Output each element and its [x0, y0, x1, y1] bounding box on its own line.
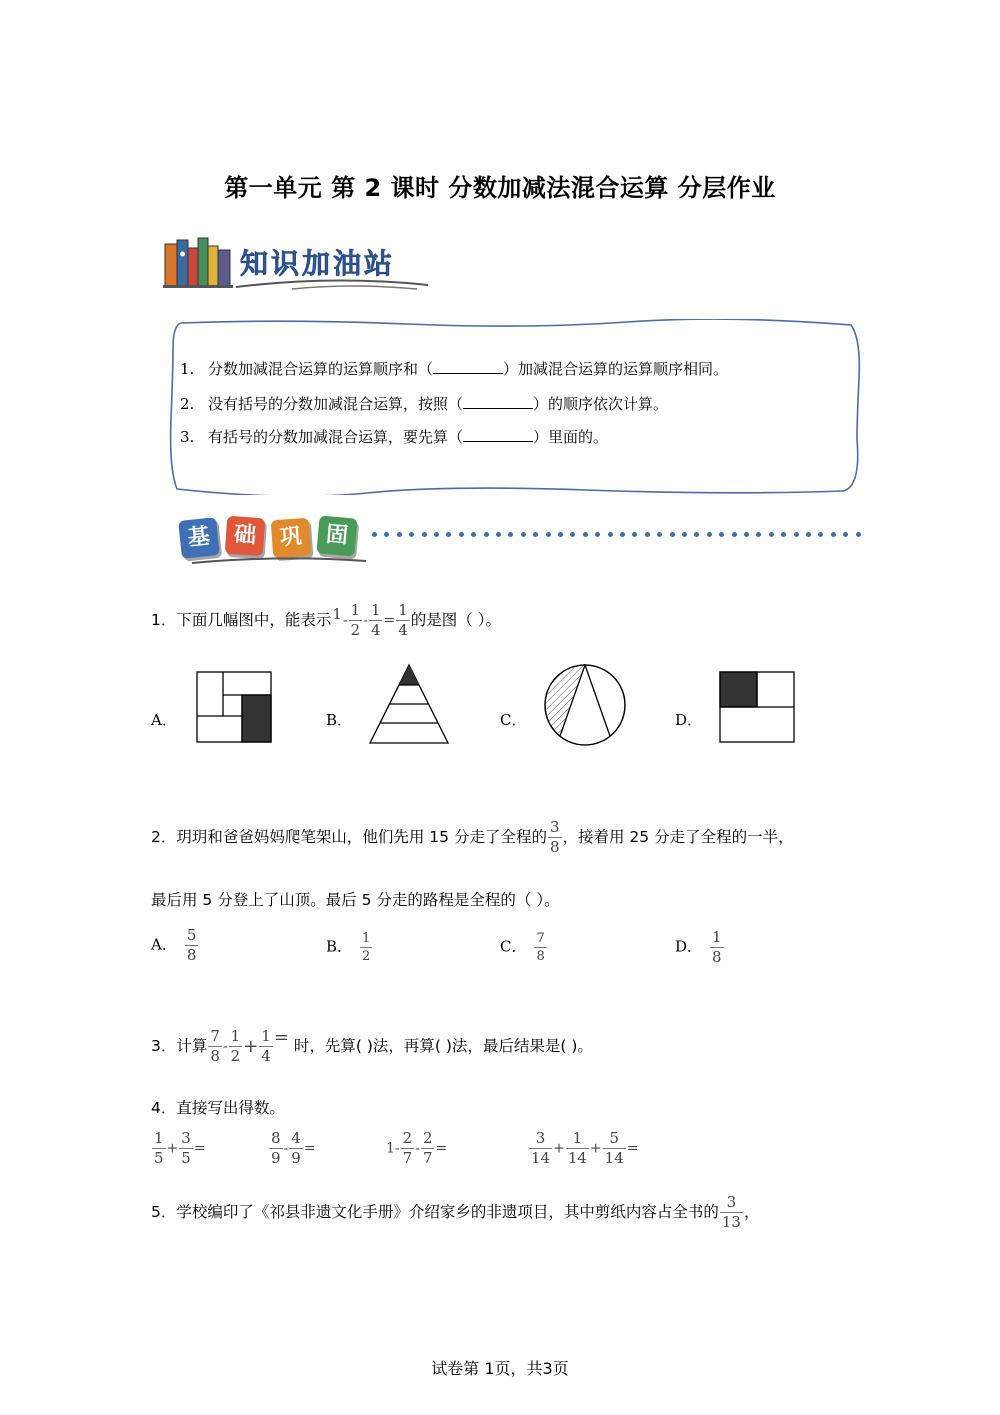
divider-dot: [583, 532, 588, 537]
question-1: 1．下面几幅图中，能表示 1 - $\frac{1}{2}$ - $\frac{1}{4}$ = $\frac{1}{4}$ 的是图（ ）。: [151, 601, 501, 639]
knowledge-item-2: 2. 没有括号的分数加减混合运算，按照（ ）的顺序依次计算。: [180, 395, 669, 413]
answer-blank[interactable]: [463, 395, 533, 409]
knowledge-item-1: 1. 分数加减混合运算的运算顺序和（ ）加减混合运算的运算顺序相同。: [180, 360, 729, 378]
underline-stroke: [190, 552, 370, 571]
divider-dot: [570, 532, 575, 537]
q4-expr-1: $\frac{1}{5}$ + $\frac{3}{5}$ =: [154, 1129, 206, 1167]
divider-dot: [781, 532, 786, 537]
books-icon: [163, 236, 233, 292]
divider-dot: [707, 532, 712, 537]
question-3: 3．计算 $\frac{7}{8}$ - $\frac{1}{2}$ + $\frac{1}{4}$ = 时，先算( )法，再算( )法，最后结果是( )。: [151, 1027, 593, 1065]
divider-dot: [682, 532, 687, 537]
knowledge-item-3: 3. 有括号的分数加减混合运算，要先算（ ）里面的。: [180, 428, 609, 446]
option-a-label[interactable]: A．: [151, 711, 177, 729]
page-title: 第一单元 第 2 课时 分数加减法混合运算 分层作业: [224, 174, 776, 202]
figure-d[interactable]: [719, 671, 795, 747]
question-5: 5．学校编印了《祁县非遗文化手册》介绍家乡的非遗项目，其中剪纸内容占全书的 $\frac{3}{13}$ ，: [151, 1193, 760, 1231]
q2-option-c[interactable]: C． $\frac{7}{8}$: [500, 931, 545, 964]
option-d-label[interactable]: D．: [675, 711, 703, 729]
divider-dot: [434, 532, 439, 537]
divider-dot: [496, 532, 501, 537]
divider-dot: [372, 532, 377, 537]
divider-dot: [856, 532, 861, 537]
section-heading-basics: 基 础 巩 固: [180, 515, 370, 565]
divider-dot: [756, 532, 761, 537]
figure-b[interactable]: [368, 663, 450, 749]
q4-expr-4: $\frac{3}{14}$ + $\frac{1}{14}$ + $\frac{5}{14}$ =: [531, 1129, 639, 1167]
answer-blank[interactable]: [433, 360, 503, 374]
divider-dot: [843, 532, 848, 537]
divider-dot: [831, 532, 836, 537]
divider-dot: [632, 532, 637, 537]
q4-expr-2: $\frac{8}{9}$ - $\frac{4}{9}$ =: [271, 1129, 316, 1167]
q2-option-b[interactable]: B． $\frac{1}{2}$: [326, 931, 371, 964]
divider-dot: [744, 532, 749, 537]
divider-dot: [694, 532, 699, 537]
divider-dot: [484, 532, 489, 537]
divider-dot: [670, 532, 675, 537]
divider-dot: [818, 532, 823, 537]
question-4: 4．直接写出得数。: [151, 1099, 285, 1117]
divider-dot: [422, 532, 427, 537]
divider-dot: [719, 532, 724, 537]
divider-dot: [459, 532, 464, 537]
option-b-label[interactable]: B．: [326, 711, 353, 729]
divider-dot: [558, 532, 563, 537]
divider-dot: [657, 532, 662, 537]
divider-dot: [806, 532, 811, 537]
dotted-divider: [372, 532, 867, 538]
divider-dot: [397, 532, 402, 537]
page-footer: 试卷第 1页，共3页: [431, 1359, 569, 1378]
q2-option-a[interactable]: A． $\frac{5}{8}$: [151, 926, 197, 964]
divider-dot: [546, 532, 551, 537]
answer-blank[interactable]: [463, 428, 533, 442]
divider-dot: [794, 532, 799, 537]
section-heading-knowledge: 知识加油站: [240, 247, 396, 280]
divider-dot: [446, 532, 451, 537]
divider-dot: [769, 532, 774, 537]
divider-dot: [409, 532, 414, 537]
divider-dot: [508, 532, 513, 537]
divider-dot: [521, 532, 526, 537]
divider-dot: [732, 532, 737, 537]
divider-dot: [471, 532, 476, 537]
question-2-line-2: 最后用 5 分登上了山顶。最后 5 分走的路程是全程的（ ）。: [151, 891, 560, 909]
q4-expr-3: 1- $\frac{2}{7}$ - $\frac{2}{7}$ =: [386, 1129, 448, 1167]
divider-dot: [595, 532, 600, 537]
divider-dot: [645, 532, 650, 537]
option-c-label[interactable]: C．: [500, 711, 527, 729]
divider-dot: [533, 532, 538, 537]
question-2: 2．玥玥和爸爸妈妈爬笔架山，他们先用 15 分走了全程的 $\frac{3}{8}$ ，接着用 25 分走了全程的一半，: [151, 818, 794, 856]
underline-stroke: [232, 276, 432, 295]
divider-dot: [620, 532, 625, 537]
divider-dot: [384, 532, 389, 537]
figure-a[interactable]: [196, 671, 272, 747]
q2-option-d[interactable]: D． $\frac{1}{8}$: [675, 928, 722, 966]
figure-c[interactable]: [542, 664, 628, 750]
divider-dot: [608, 532, 613, 537]
